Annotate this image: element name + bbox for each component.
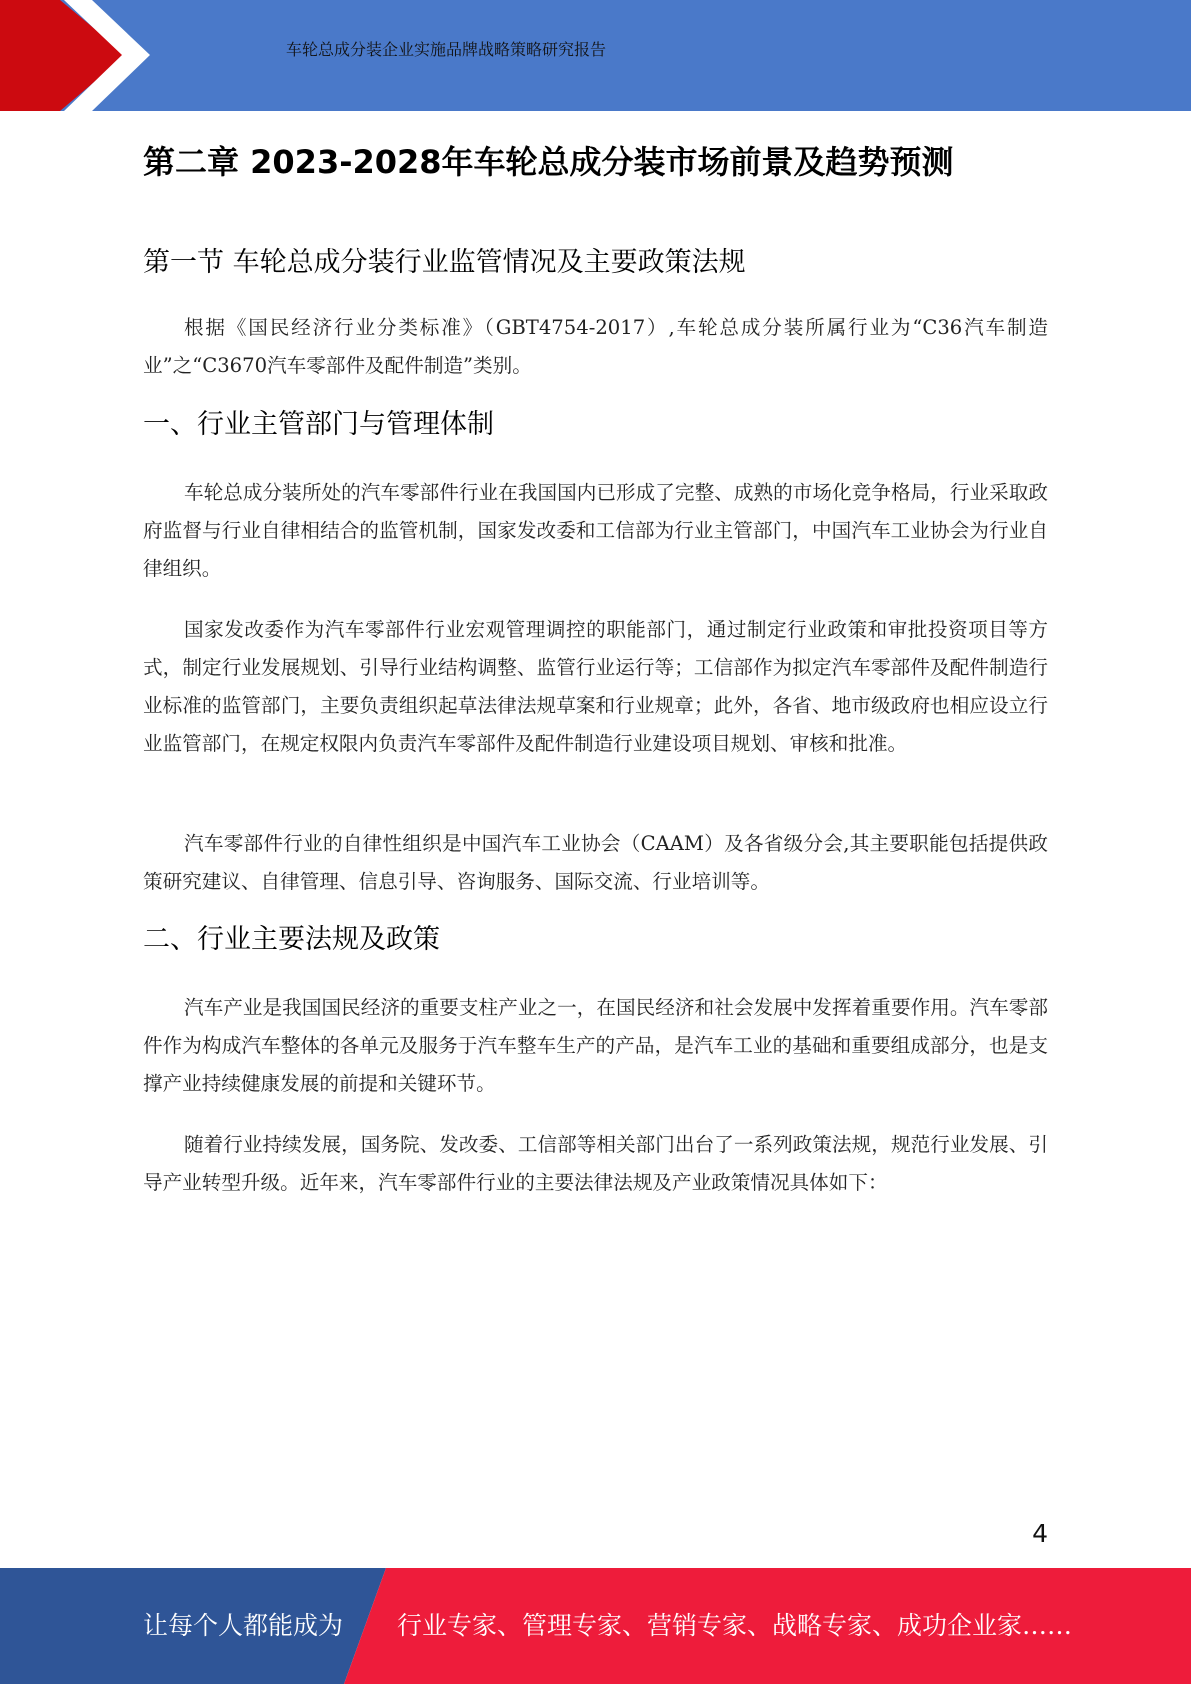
report-header-band xyxy=(0,0,1191,111)
footer-band xyxy=(0,1568,1191,1684)
paragraph-industry-landscape: 车轮总成分装所处的汽车零部件行业在我国国内已形成了完整、成熟的市场化竞争格局，行业采取政府监督与行业自律相结合的监管机制，国家发改委和工信部为行业主管部门，中国汽车工业协会为行业自律组织。 xyxy=(143,481,1048,580)
page-number: 4 xyxy=(1032,1519,1048,1548)
report-title: 车轮总成分装企业实施品牌战略策略研究报告 xyxy=(286,40,607,59)
section-title: 第一节 车轮总成分装行业监管情况及主要政策法规 xyxy=(143,247,746,278)
paragraph-policy-intro: 随着行业持续发展，国务院、发改委、工信部等相关部门出台了一系列政策法规，规范行业发展、引导产业转型升级。近年来，汽车零部件行业的主要法律法规及产业政策情况具体如下： xyxy=(143,1133,1048,1194)
subsection-heading-policies: 二、行业主要法规及政策 xyxy=(143,924,440,955)
footer-slogan-lead: 让每个人都能成为 xyxy=(143,1611,344,1640)
subsection-heading-regulators: 一、行业主管部门与管理体制 xyxy=(143,409,494,440)
chapter-title: 第二章 2023-2028年车轮总成分装市场前景及趋势预测 xyxy=(143,143,954,181)
header-red-arrow-decoration xyxy=(0,0,160,111)
paragraph-caam: 汽车零部件行业的自律性组织是中国汽车工业协会（CAAM）及各省级分会,其主要职能包括提供政策研究建议、自律管理、信息引导、咨询服务、国际交流、行业培训等。 xyxy=(143,832,1048,893)
paragraph-ndrc-role: 国家发改委作为汽车零部件行业宏观管理调控的职能部门，通过制定行业政策和审批投资项目等方式，制定行业发展规划、引导行业结构调整、监管行业运行等；工信部作为拟定汽车零部件及配件制造行业标准的监管部门，主要负责组织起草法律法规草案和行业规章；此外，各省、地市级政府也相应设立行业监管部门，在规定权限内负责汽车零部件及配件制造行业建设项目规划、审核和批准。 xyxy=(143,618,1048,755)
paragraph-auto-industry: 汽车产业是我国国民经济的重要支柱产业之一，在国民经济和社会发展中发挥着重要作用。汽车零部件作为构成汽车整体的各单元及服务于汽车整车生产的产品，是汽车工业的基础和重要组成部分，也是支撑产业持续健康发展的前提和关键环节。 xyxy=(143,996,1048,1095)
intro-paragraph: 根据《国民经济行业分类标准》（GBT4754-2017）,车轮总成分装所属行业为“C36汽车制造业”之“C3670汽车零部件及配件制造”类别。 xyxy=(143,316,1048,377)
footer-slogan-roles: 行业专家、管理专家、营销专家、战略专家、成功企业家…… xyxy=(397,1611,1073,1640)
